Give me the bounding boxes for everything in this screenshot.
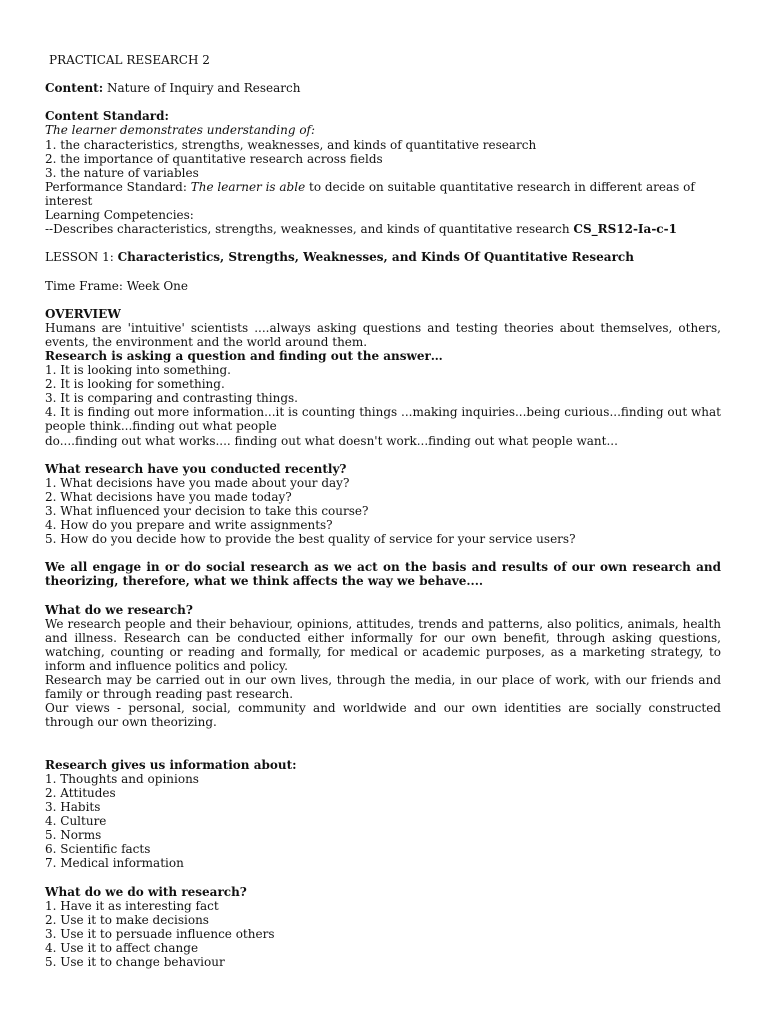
content-value: Nature of Inquiry and Research bbox=[106, 81, 301, 96]
paragraph: We research people and their behaviour, opinions, attitudes, trends and patterns, also politics, animals, health and illness. Research can be conducted either informally for our own benefit, through asking questions, watching, counting or reading and formally, for medical or academic purposes, as a marketing strategy, to inform and influence politics and policy. bbox=[45, 616, 721, 674]
conducted-heading: What research have you conducted recently? bbox=[45, 461, 347, 476]
overview-heading: OVERVIEW bbox=[45, 306, 121, 321]
list-item: 4. It is finding out more information...it is counting things ...making inquiries...being curious...finding out what people think...finding out what people bbox=[45, 405, 721, 434]
list-item: 3. Use it to persuade influence others bbox=[45, 926, 275, 941]
info-heading: Research gives us information about: bbox=[45, 757, 297, 772]
lesson-title: Characteristics, Strengths, Weaknesses, and Kinds Of Quantitative Research bbox=[117, 250, 634, 265]
list-item: 1. It is looking into something. bbox=[45, 363, 231, 378]
document-title: PRACTICAL RESEARCH 2 bbox=[49, 53, 210, 67]
list-item: 2. What decisions have you made today? bbox=[45, 489, 292, 504]
do-heading: What do we do with research? bbox=[45, 884, 247, 899]
content-standard-label: Content Standard: bbox=[45, 109, 169, 124]
list-item: 1. Have it as interesting fact bbox=[45, 898, 219, 913]
time-frame: Time Frame: Week One bbox=[45, 278, 189, 293]
list-item-continued: do....finding out what works.... finding out what doesn't work...finding out what people want... bbox=[45, 433, 618, 448]
paragraph: Our views - personal, social, community and worldwide and our own identities are socially constructed through our own theorizing. bbox=[45, 701, 721, 730]
performance-standard: Performance Standard: The learner is able to decide on suitable quantitative research in different areas of interest bbox=[45, 179, 695, 208]
competencies-label: Learning Competencies: bbox=[45, 208, 194, 223]
research-is-heading: Research is asking a question and finding out the answer… bbox=[45, 348, 443, 363]
content-label: Content: bbox=[45, 81, 104, 96]
list-item: 4. Use it to affect change bbox=[45, 940, 199, 955]
lesson-heading: LESSON 1: Characteristics, Strengths, Weaknesses, and Kinds Of Quantitative Research bbox=[45, 250, 634, 265]
document-body bbox=[45, 53, 721, 969]
competency-line: --Describes characteristics, strengths, weaknesses, and kinds of quantitative research CS_RS12-Ia-c-1 bbox=[45, 222, 677, 237]
content-line bbox=[45, 81, 721, 95]
list-item: 1. What decisions have you made about your day? bbox=[45, 475, 350, 490]
competency-code: CS_RS12-Ia-c-1 bbox=[573, 222, 677, 237]
social-statement: We all engage in or do social research as we act on the basis and results of our own research and theorizing, therefore, what we think affects the way we behave.... bbox=[45, 560, 721, 589]
list-item: 4. How do you prepare and write assignments? bbox=[45, 518, 333, 533]
what-research-heading: What do we research? bbox=[45, 602, 193, 617]
list-item: 3. It is comparing and contrasting things. bbox=[45, 391, 298, 406]
paragraph: Research may be carried out in our own lives, through the media, in our place of work, with our friends and family or through reading past research. bbox=[45, 673, 721, 702]
list-item: 5. Use it to change behaviour bbox=[45, 955, 225, 969]
list-item: 3. Habits bbox=[45, 799, 101, 814]
content-standard-intro: The learner demonstrates understanding of: bbox=[45, 123, 316, 138]
list-item: 4. Culture bbox=[45, 814, 107, 829]
list-item: 7. Medical information bbox=[45, 856, 184, 871]
list-item: 6. Scientific facts bbox=[45, 842, 151, 857]
list-item: 3. What influenced your decision to take this course? bbox=[45, 504, 369, 518]
list-item: 2. Attitudes bbox=[45, 785, 116, 800]
content-standard-item: 1. the characteristics, strengths, weaknesses, and kinds of quantitative research bbox=[45, 137, 537, 152]
list-item: 2. It is looking for something. bbox=[45, 377, 225, 392]
list-item: 1. Thoughts and opinions bbox=[45, 771, 199, 786]
content-standard-item: 2. the importance of quantitative research across fields bbox=[45, 151, 383, 166]
list-item: 2. Use it to make decisions bbox=[45, 912, 209, 927]
overview-text: Humans are 'intuitive' scientists ....always asking questions and testing theories about themselves, others, events, the environment and the world around them. bbox=[45, 320, 721, 349]
list-item: 5. How do you decide how to provide the best quality of service for your service users? bbox=[45, 532, 576, 547]
content-standard-item: 3. the nature of variables bbox=[45, 165, 199, 180]
list-item: 5. Norms bbox=[45, 828, 102, 843]
